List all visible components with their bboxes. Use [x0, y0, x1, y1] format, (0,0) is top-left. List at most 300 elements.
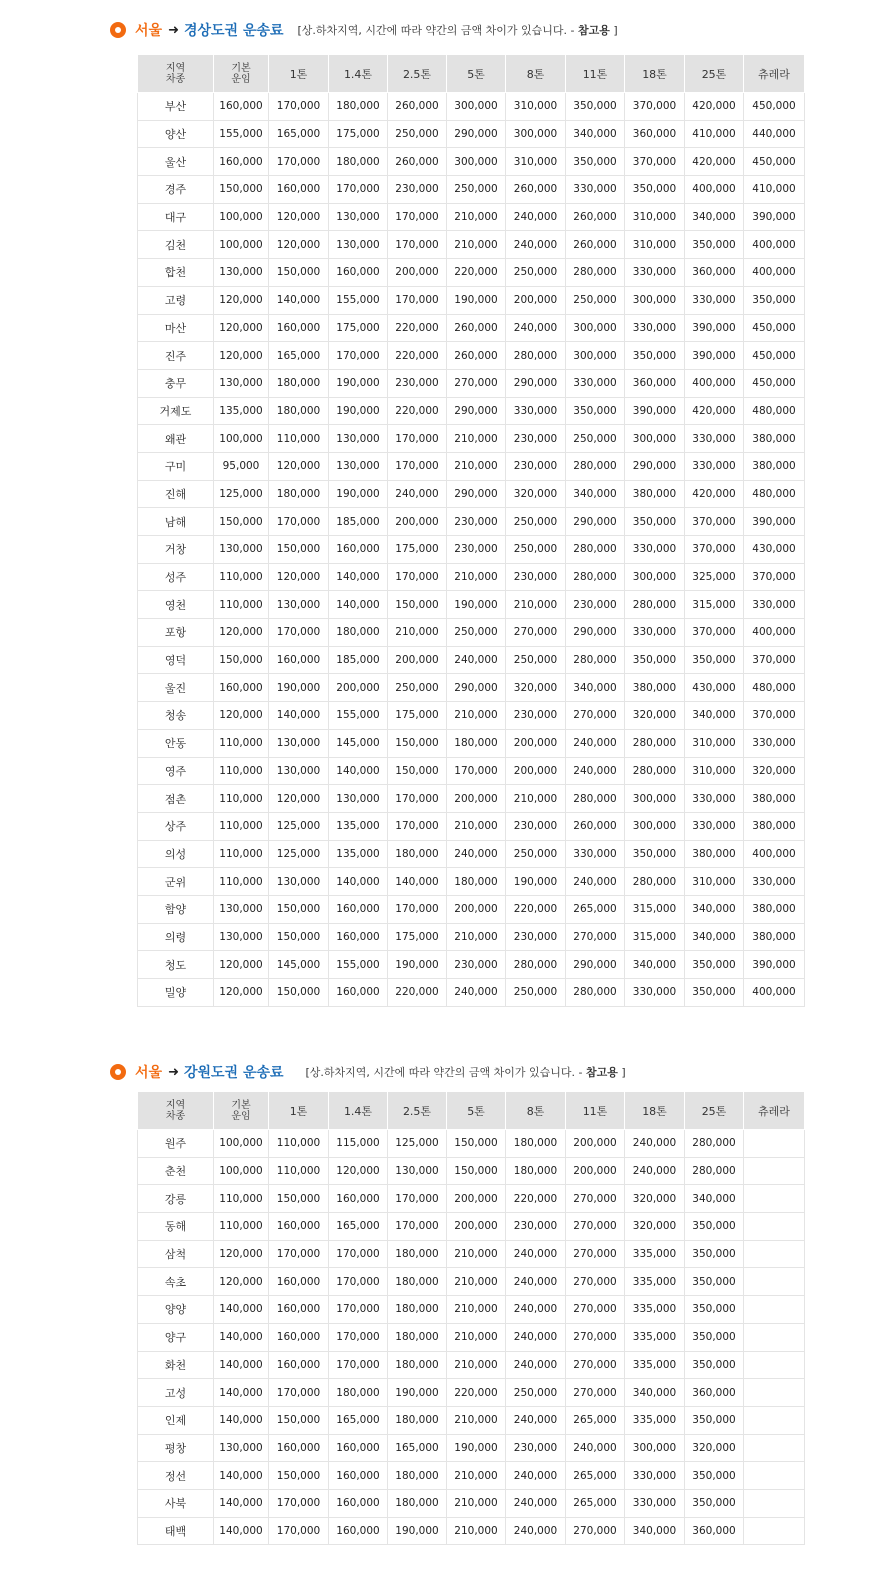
price-cell: 210,000	[447, 702, 506, 730]
note-close: ]	[613, 24, 618, 37]
destination-label: 경상도권 운송료	[183, 23, 284, 39]
price-cell: 200,000	[566, 1157, 625, 1185]
price-cell: 420,000	[685, 397, 744, 425]
corner-header	[138, 1092, 214, 1130]
price-cell: 310,000	[625, 231, 685, 259]
region-cell: 양산	[138, 120, 214, 148]
price-cell: 270,000	[566, 1240, 625, 1268]
price-cell: 180,000	[506, 1157, 566, 1185]
base-fare-header	[214, 55, 269, 93]
region-cell: 군위	[138, 868, 214, 896]
price-cell: 160,000	[269, 314, 329, 342]
table-row	[138, 369, 805, 397]
price-cell: 270,000	[566, 702, 625, 730]
price-cell: 260,000	[566, 231, 625, 259]
region-cell: 고성	[138, 1379, 214, 1407]
price-note	[298, 22, 618, 38]
table-row	[138, 646, 805, 674]
price-cell: 300,000	[625, 563, 685, 591]
price-cell: 230,000	[447, 951, 506, 979]
price-cell: 160,000	[214, 674, 269, 702]
price-cell	[744, 1406, 805, 1434]
bullet-icon	[110, 1064, 126, 1080]
price-cell: 350,000	[685, 1406, 744, 1434]
price-cell: 125,000	[269, 840, 329, 868]
price-cell: 380,000	[625, 480, 685, 508]
price-cell: 430,000	[744, 536, 805, 564]
price-cell: 240,000	[506, 1268, 566, 1296]
table-row	[138, 1489, 805, 1517]
price-cell: 220,000	[388, 979, 447, 1007]
price-cell: 300,000	[447, 93, 506, 121]
price-cell: 170,000	[388, 1185, 447, 1213]
table-row	[138, 812, 805, 840]
region-cell: 울진	[138, 674, 214, 702]
table-row	[138, 868, 805, 896]
region-cell: 성주	[138, 563, 214, 591]
price-cell: 280,000	[566, 979, 625, 1007]
price-cell: 360,000	[625, 120, 685, 148]
price-cell: 370,000	[744, 646, 805, 674]
price-cell: 160,000	[214, 93, 269, 121]
table-row	[138, 480, 805, 508]
price-cell: 110,000	[214, 868, 269, 896]
price-cell: 130,000	[214, 369, 269, 397]
table-row	[138, 120, 805, 148]
price-cell: 290,000	[447, 120, 506, 148]
price-cell: 400,000	[744, 979, 805, 1007]
region-cell: 태백	[138, 1517, 214, 1545]
region-cell: 동해	[138, 1213, 214, 1241]
price-cell: 120,000	[214, 1268, 269, 1296]
price-cell: 145,000	[329, 729, 388, 757]
price-cell: 340,000	[566, 674, 625, 702]
price-cell: 290,000	[447, 480, 506, 508]
region-cell: 경주	[138, 176, 214, 204]
price-cell: 135,000	[214, 397, 269, 425]
price-cell: 360,000	[685, 259, 744, 287]
price-cell: 350,000	[625, 176, 685, 204]
price-cell: 160,000	[269, 1323, 329, 1351]
price-cell: 280,000	[566, 563, 625, 591]
price-cell: 125,000	[214, 480, 269, 508]
price-cell: 410,000	[744, 176, 805, 204]
price-cell: 210,000	[447, 1462, 506, 1490]
price-cell	[744, 1296, 805, 1324]
price-cell: 150,000	[269, 1185, 329, 1213]
price-cell: 400,000	[685, 176, 744, 204]
region-cell: 인제	[138, 1406, 214, 1434]
region-cell: 영천	[138, 591, 214, 619]
price-cell: 220,000	[388, 342, 447, 370]
region-cell: 안동	[138, 729, 214, 757]
base-line-2: 운임	[231, 73, 251, 85]
price-cell: 380,000	[685, 840, 744, 868]
price-cell: 350,000	[685, 979, 744, 1007]
price-cell: 150,000	[447, 1130, 506, 1158]
price-cell: 420,000	[685, 148, 744, 176]
price-cell: 335,000	[625, 1323, 685, 1351]
price-cell: 265,000	[566, 1489, 625, 1517]
price-cell: 290,000	[566, 619, 625, 647]
price-cell: 100,000	[214, 231, 269, 259]
price-cell: 120,000	[214, 702, 269, 730]
column-header: 1.4톤	[329, 55, 388, 93]
price-cell: 390,000	[744, 508, 805, 536]
table-row	[138, 979, 805, 1007]
price-cell: 330,000	[625, 979, 685, 1007]
price-cell: 170,000	[388, 286, 447, 314]
price-cell: 330,000	[566, 840, 625, 868]
price-cell: 280,000	[506, 951, 566, 979]
price-cell	[744, 1434, 805, 1462]
price-cell: 210,000	[447, 1351, 506, 1379]
price-cell: 150,000	[269, 923, 329, 951]
price-cell: 310,000	[685, 729, 744, 757]
price-cell: 190,000	[447, 1434, 506, 1462]
price-cell: 120,000	[269, 203, 329, 231]
price-cell: 190,000	[329, 397, 388, 425]
price-cell: 155,000	[214, 120, 269, 148]
price-cell: 265,000	[566, 1406, 625, 1434]
header-row	[138, 55, 805, 93]
price-cell: 370,000	[625, 148, 685, 176]
table-row	[138, 1130, 805, 1158]
column-header: 25톤	[685, 55, 744, 93]
price-cell: 180,000	[447, 868, 506, 896]
price-cell: 200,000	[447, 895, 506, 923]
price-cell: 110,000	[269, 425, 329, 453]
price-cell: 95,000	[214, 452, 269, 480]
note-text: [상.하차지역, 시간에 따라 약간의 금액 차이가 있습니다. -	[305, 1066, 583, 1079]
region-cell: 의령	[138, 923, 214, 951]
price-cell: 130,000	[388, 1157, 447, 1185]
corner-line-1: 지역	[165, 62, 186, 74]
price-cell: 300,000	[566, 314, 625, 342]
price-cell: 325,000	[685, 563, 744, 591]
destination-label: 강원도권 운송료	[183, 1065, 284, 1081]
price-cell: 280,000	[566, 785, 625, 813]
price-cell: 350,000	[625, 342, 685, 370]
region-cell: 충무	[138, 369, 214, 397]
column-header: 5톤	[447, 1092, 506, 1130]
price-cell: 140,000	[214, 1462, 269, 1490]
price-cell: 480,000	[744, 480, 805, 508]
price-cell: 240,000	[506, 1351, 566, 1379]
table-row	[138, 1406, 805, 1434]
price-cell: 130,000	[214, 259, 269, 287]
price-cell: 250,000	[566, 425, 625, 453]
table-row	[138, 508, 805, 536]
price-cell: 240,000	[566, 757, 625, 785]
table-row	[138, 425, 805, 453]
note-close: ]	[621, 1066, 626, 1079]
region-cell: 청송	[138, 702, 214, 730]
price-cell: 280,000	[506, 342, 566, 370]
price-cell: 110,000	[269, 1130, 329, 1158]
region-cell: 상주	[138, 812, 214, 840]
corner-header	[138, 55, 214, 93]
price-cell: 250,000	[506, 646, 566, 674]
price-cell: 180,000	[388, 1406, 447, 1434]
price-cell: 350,000	[566, 148, 625, 176]
price-cell: 420,000	[685, 480, 744, 508]
price-cell: 250,000	[506, 259, 566, 287]
price-cell: 270,000	[566, 1268, 625, 1296]
price-cell: 240,000	[506, 1240, 566, 1268]
table-row	[138, 563, 805, 591]
price-cell: 110,000	[214, 1185, 269, 1213]
price-cell: 150,000	[269, 1406, 329, 1434]
price-cell	[744, 1323, 805, 1351]
price-cell: 315,000	[625, 895, 685, 923]
region-cell: 포항	[138, 619, 214, 647]
price-cell: 175,000	[388, 702, 447, 730]
price-cell: 190,000	[388, 1379, 447, 1407]
price-cell: 390,000	[744, 951, 805, 979]
base-line-2: 운임	[231, 1110, 251, 1122]
column-header: 11톤	[566, 55, 625, 93]
price-cell: 165,000	[269, 120, 329, 148]
price-cell: 120,000	[214, 619, 269, 647]
price-cell: 180,000	[388, 1296, 447, 1324]
price-cell: 300,000	[625, 785, 685, 813]
price-cell: 150,000	[269, 259, 329, 287]
price-cell: 380,000	[744, 425, 805, 453]
price-cell: 330,000	[685, 425, 744, 453]
table-row	[138, 702, 805, 730]
price-cell: 110,000	[214, 591, 269, 619]
region-cell: 밀양	[138, 979, 214, 1007]
price-cell: 280,000	[625, 757, 685, 785]
price-cell: 260,000	[388, 148, 447, 176]
price-cell: 130,000	[329, 203, 388, 231]
price-cell: 270,000	[566, 1517, 625, 1545]
price-cell: 370,000	[744, 702, 805, 730]
price-cell: 450,000	[744, 148, 805, 176]
price-cell: 280,000	[625, 729, 685, 757]
price-cell: 230,000	[388, 176, 447, 204]
price-cell: 230,000	[506, 1434, 566, 1462]
price-cell: 320,000	[685, 1434, 744, 1462]
right-arrow-icon: ➜	[168, 22, 179, 38]
price-cell: 130,000	[214, 923, 269, 951]
price-cell: 190,000	[329, 480, 388, 508]
price-cell: 300,000	[625, 425, 685, 453]
table-row	[138, 1434, 805, 1462]
price-cell: 150,000	[269, 536, 329, 564]
price-cell: 240,000	[447, 840, 506, 868]
price-cell: 320,000	[506, 674, 566, 702]
price-cell: 155,000	[329, 702, 388, 730]
price-cell: 240,000	[566, 729, 625, 757]
table-row	[138, 895, 805, 923]
price-cell: 260,000	[506, 176, 566, 204]
table-row	[138, 286, 805, 314]
price-cell: 160,000	[329, 979, 388, 1007]
price-cell: 210,000	[506, 591, 566, 619]
price-cell: 320,000	[506, 480, 566, 508]
price-cell: 160,000	[269, 646, 329, 674]
price-cell: 175,000	[388, 923, 447, 951]
region-cell: 왜관	[138, 425, 214, 453]
price-cell: 130,000	[329, 452, 388, 480]
price-cell: 190,000	[388, 1517, 447, 1545]
price-cell: 140,000	[269, 286, 329, 314]
price-cell: 340,000	[685, 1185, 744, 1213]
price-cell: 160,000	[329, 923, 388, 951]
price-cell: 210,000	[388, 619, 447, 647]
price-cell: 250,000	[388, 120, 447, 148]
region-cell: 함양	[138, 895, 214, 923]
price-cell: 120,000	[269, 452, 329, 480]
region-cell: 거창	[138, 536, 214, 564]
price-cell: 140,000	[214, 1517, 269, 1545]
price-cell: 160,000	[329, 1489, 388, 1517]
price-cell: 250,000	[506, 536, 566, 564]
price-cell: 160,000	[214, 148, 269, 176]
price-cell: 120,000	[214, 1240, 269, 1268]
table-row	[138, 619, 805, 647]
price-cell: 350,000	[625, 840, 685, 868]
price-cell: 210,000	[447, 1240, 506, 1268]
price-cell: 130,000	[329, 785, 388, 813]
price-cell: 265,000	[566, 1462, 625, 1490]
price-cell: 175,000	[388, 536, 447, 564]
column-header: 18톤	[625, 1092, 685, 1130]
price-cell: 200,000	[506, 757, 566, 785]
price-cell: 250,000	[388, 674, 447, 702]
price-cell: 230,000	[447, 536, 506, 564]
price-cell: 330,000	[625, 536, 685, 564]
price-cell: 370,000	[685, 619, 744, 647]
table-row	[138, 1157, 805, 1185]
table-row	[138, 1323, 805, 1351]
price-cell: 170,000	[269, 1517, 329, 1545]
table-row	[138, 729, 805, 757]
price-cell: 210,000	[447, 1296, 506, 1324]
price-cell: 160,000	[329, 259, 388, 287]
region-cell: 의성	[138, 840, 214, 868]
price-cell: 330,000	[506, 397, 566, 425]
price-cell: 440,000	[744, 120, 805, 148]
table-row	[138, 1351, 805, 1379]
region-cell: 양양	[138, 1296, 214, 1324]
price-cell: 240,000	[447, 646, 506, 674]
price-cell: 180,000	[329, 619, 388, 647]
price-cell: 380,000	[744, 895, 805, 923]
table-row	[138, 923, 805, 951]
price-cell: 230,000	[506, 923, 566, 951]
price-cell: 120,000	[269, 785, 329, 813]
price-cell: 330,000	[685, 452, 744, 480]
price-cell: 110,000	[214, 563, 269, 591]
price-cell: 180,000	[506, 1130, 566, 1158]
price-cell: 140,000	[214, 1379, 269, 1407]
table-row	[138, 1462, 805, 1490]
price-cell: 340,000	[685, 702, 744, 730]
price-cell: 265,000	[566, 895, 625, 923]
column-header: 2.5톤	[388, 55, 447, 93]
price-cell: 200,000	[566, 1130, 625, 1158]
price-cell: 340,000	[566, 120, 625, 148]
price-cell: 240,000	[388, 480, 447, 508]
price-cell: 430,000	[685, 674, 744, 702]
price-cell: 250,000	[447, 176, 506, 204]
price-cell: 330,000	[744, 591, 805, 619]
price-cell: 260,000	[566, 812, 625, 840]
region-cell: 남해	[138, 508, 214, 536]
price-cell: 335,000	[625, 1240, 685, 1268]
price-cell: 200,000	[447, 1213, 506, 1241]
price-cell: 170,000	[388, 231, 447, 259]
price-cell: 240,000	[566, 1434, 625, 1462]
region-cell: 점촌	[138, 785, 214, 813]
price-cell: 350,000	[566, 93, 625, 121]
price-cell: 185,000	[329, 646, 388, 674]
price-cell: 335,000	[625, 1296, 685, 1324]
price-cell: 300,000	[566, 342, 625, 370]
price-cell: 170,000	[269, 1379, 329, 1407]
price-cell: 140,000	[214, 1489, 269, 1517]
price-cell: 170,000	[269, 619, 329, 647]
price-cell: 400,000	[685, 369, 744, 397]
price-cell: 125,000	[388, 1130, 447, 1158]
price-cell: 110,000	[269, 1157, 329, 1185]
table-row	[138, 231, 805, 259]
price-cell: 250,000	[566, 286, 625, 314]
price-cell: 120,000	[214, 286, 269, 314]
price-cell: 210,000	[447, 203, 506, 231]
table-row	[138, 840, 805, 868]
price-cell: 100,000	[214, 203, 269, 231]
price-cell: 160,000	[329, 1517, 388, 1545]
price-cell	[744, 1517, 805, 1545]
price-cell: 130,000	[329, 425, 388, 453]
region-cell: 합천	[138, 259, 214, 287]
price-cell: 250,000	[506, 840, 566, 868]
price-cell: 175,000	[329, 314, 388, 342]
price-cell: 145,000	[269, 951, 329, 979]
column-header: 2.5톤	[388, 1092, 447, 1130]
price-cell: 150,000	[388, 757, 447, 785]
price-cell: 310,000	[625, 203, 685, 231]
price-cell: 190,000	[506, 868, 566, 896]
price-cell: 100,000	[214, 1157, 269, 1185]
price-cell: 120,000	[269, 563, 329, 591]
price-cell: 160,000	[329, 1434, 388, 1462]
price-cell: 130,000	[214, 1434, 269, 1462]
price-cell: 240,000	[447, 979, 506, 1007]
price-cell: 190,000	[388, 951, 447, 979]
price-cell: 240,000	[506, 1296, 566, 1324]
price-cell: 240,000	[506, 1462, 566, 1490]
price-cell: 165,000	[329, 1406, 388, 1434]
column-header: 1톤	[269, 1092, 329, 1130]
price-cell: 310,000	[506, 148, 566, 176]
price-cell: 330,000	[625, 259, 685, 287]
price-cell: 400,000	[744, 259, 805, 287]
price-cell: 170,000	[388, 203, 447, 231]
price-cell: 115,000	[329, 1130, 388, 1158]
price-note	[306, 1064, 626, 1080]
region-cell: 사북	[138, 1489, 214, 1517]
price-cell: 240,000	[625, 1157, 685, 1185]
header-row	[138, 1092, 805, 1130]
table-row	[138, 203, 805, 231]
price-cell: 180,000	[329, 1379, 388, 1407]
price-cell: 170,000	[269, 1489, 329, 1517]
